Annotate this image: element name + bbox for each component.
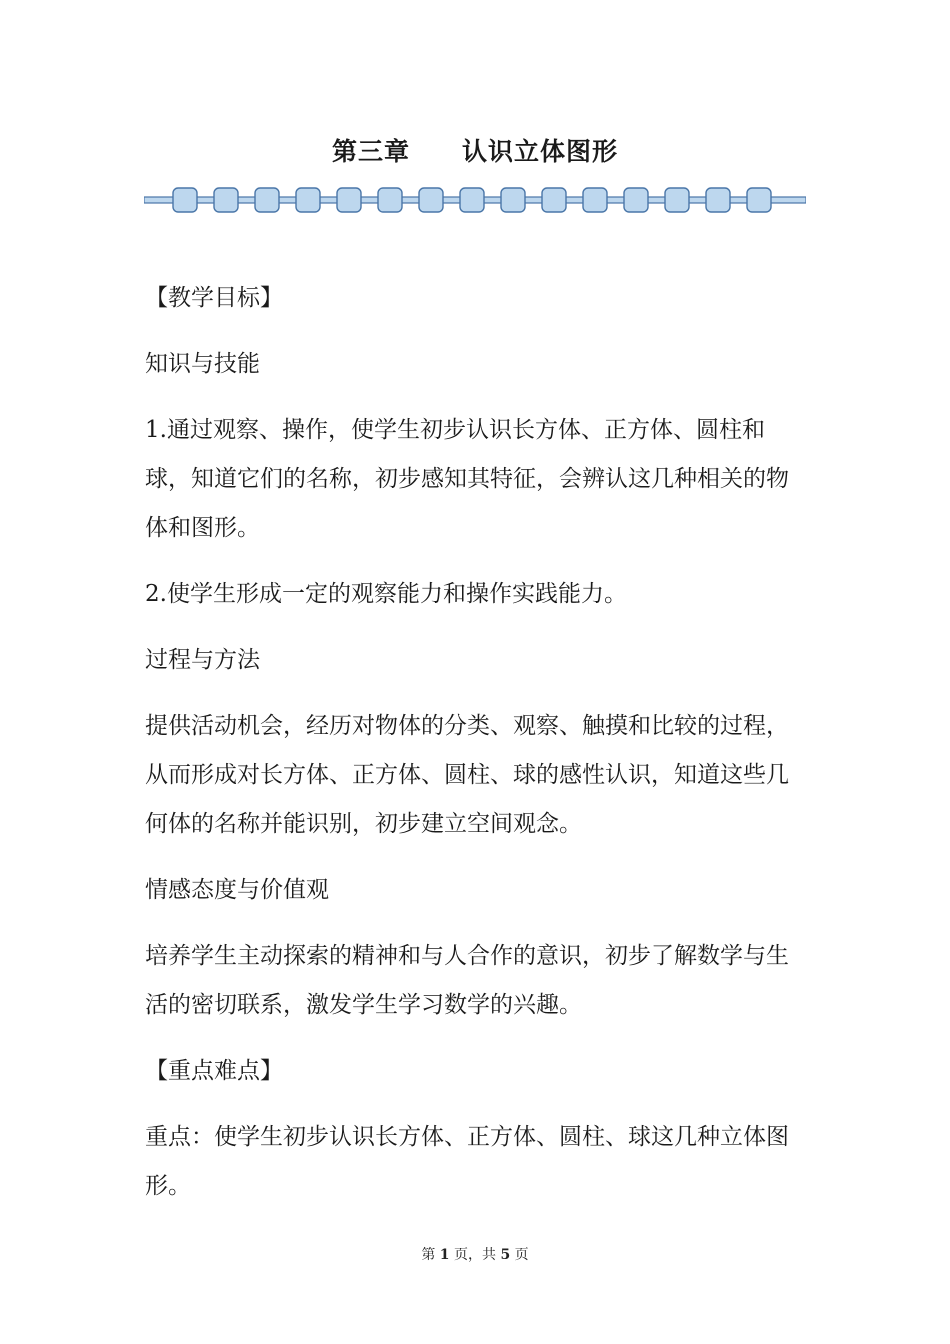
divider-bead — [665, 188, 689, 212]
paragraph-emotion: 培养学生主动探索的精神和与人合作的意识，初步了解数学与生活的密切联系，激发学生学习数学的兴趣。 — [145, 943, 789, 1018]
divider-bead — [542, 188, 566, 212]
footer-current-page: 1 — [439, 1247, 450, 1263]
subheading-knowledge-skills: 知识与技能 — [145, 351, 260, 377]
divider-bead — [583, 188, 607, 212]
paragraph-goal-1: 1.通过观察、操作，使学生初步认识长方体、正方体、圆柱和球，知道它们的名称，初步感知其特征，会辨认这几种相关的物体和图形。 — [145, 417, 789, 541]
decorative-chain-divider — [144, 186, 806, 214]
divider-bead — [173, 188, 197, 212]
divider-bead — [296, 188, 320, 212]
section-heading-key-points: 【重点难点】 — [145, 1058, 283, 1084]
divider-bead — [378, 188, 402, 212]
divider-bead — [624, 188, 648, 212]
paragraph-goal-2: 2.使学生形成一定的观察能力和操作实践能力。 — [145, 581, 627, 607]
footer-total-pages: 5 — [500, 1247, 511, 1263]
divider-bead — [747, 188, 771, 212]
divider-bead — [501, 188, 525, 212]
divider-bead — [460, 188, 484, 212]
divider-bead — [255, 188, 279, 212]
section-heading-teaching-goals: 【教学目标】 — [145, 285, 283, 311]
divider-bead — [337, 188, 361, 212]
chapter-title: 第三章 认识立体图形 — [331, 137, 618, 166]
paragraph-process: 提供活动机会，经历对物体的分类、观察、触摸和比较的过程，从而形成对长方体、正方体、圆柱、球的感性认识，知道这些几何体的名称并能识别，初步建立空间观念。 — [145, 713, 789, 837]
divider-bead — [419, 188, 443, 212]
footer-suffix: 页 — [510, 1247, 529, 1263]
footer-middle: 页，共 — [449, 1247, 501, 1263]
subheading-emotion-values: 情感态度与价值观 — [145, 877, 329, 903]
divider-bead — [214, 188, 238, 212]
document-body — [145, 274, 810, 1228]
paragraph-key-point: 重点：使学生初步认识长方体、正方体、圆柱、球这几种立体图形。 — [145, 1124, 789, 1199]
page-footer — [0, 1244, 950, 1264]
subheading-process-method: 过程与方法 — [145, 647, 260, 673]
footer-prefix: 第 — [421, 1247, 440, 1263]
divider-bead — [706, 188, 730, 212]
